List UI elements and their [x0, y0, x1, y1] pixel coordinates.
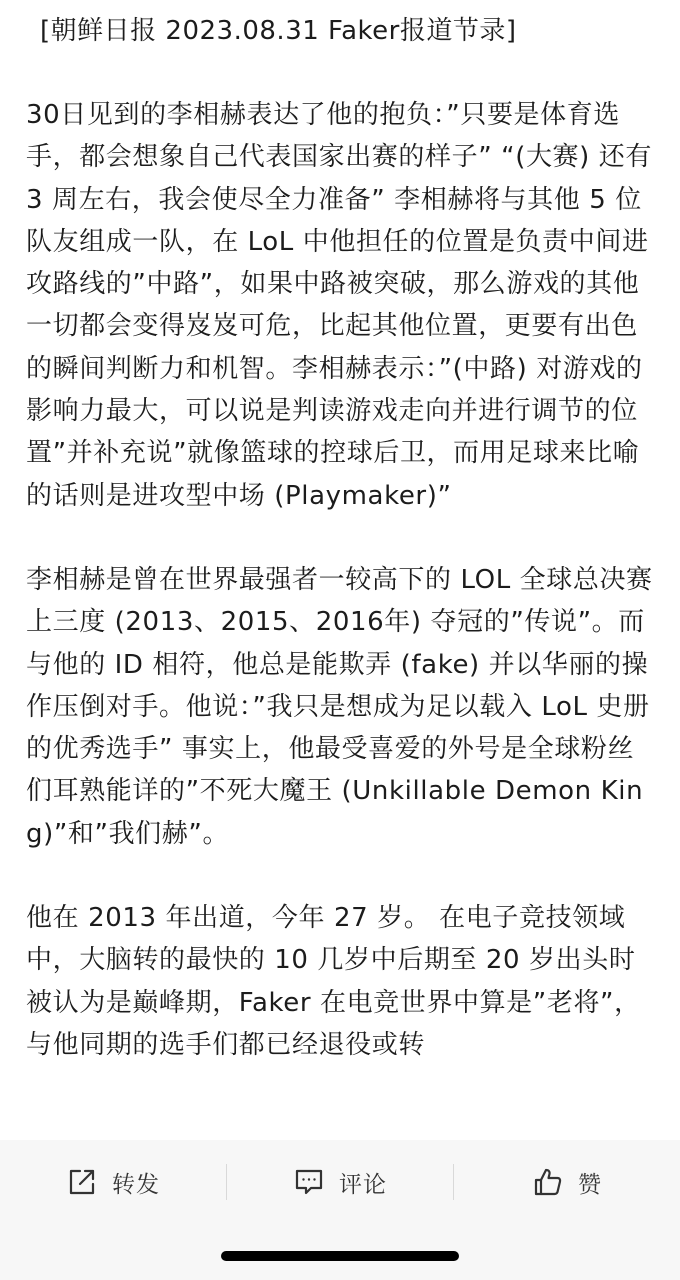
comment-icon [293, 1166, 325, 1198]
action-row [0, 1160, 680, 1204]
repost-label: 转发 [112, 1171, 160, 1198]
bottom-action-bar [0, 1140, 680, 1280]
comment-label: 评论 [339, 1171, 387, 1198]
article-paragraph-1: 30日见到的李相赫表达了他的抱负：”只要是体育选手，都会想象自己代表国家出赛的样子” “(大赛) 还有 3 周左右，我会使尽全力准备” 李相赫将与其他 5 位队友组成一队，在 LoL 中他担任的位置是负责中间进攻路线的”中路”，如果中路被突破，那么游戏的其他一切都会变得岌岌可危，比起其他位置，更要有出色的瞬间判断力和机智。李相赫表示：”(中路) 对游戏的影响力最大，可以说是判读游戏走向并进行调节的位置”并补充说”就像篮球的控球后卫，而用足球来比喻的话则是进攻型中场 (Playmaker)” [26, 100, 652, 511]
repost-button[interactable] [0, 1160, 226, 1204]
like-label: 赞 [578, 1171, 602, 1198]
article-header: [朝鲜日报 2023.08.31 Faker报道节录] [40, 16, 517, 46]
article-paragraph-2: 李相赫是曾在世界最强者一较高下的 LOL 全球总决赛上三度 (2013、2015、2016年) 夺冠的”传说”。而与他的 ID 相符，他总是能欺弄 (fake) 并以华丽的操作压倒对手。他说：”我只是想成为足以载入 LoL 史册的优秀选手” 事实上，他最受喜爱的外号是全球粉丝们耳熟能详的”不死大魔王 (Unkillable Demon King)”和”我们赫”。 [26, 564, 653, 849]
home-indicator[interactable] [221, 1251, 459, 1261]
comment-button[interactable] [227, 1160, 453, 1204]
share-icon [66, 1166, 98, 1198]
like-button[interactable] [454, 1160, 680, 1204]
article-paragraph-3: 他在 2013 年出道，今年 27 岁。 在电子竞技领域中，大脑转的最快的 10 几岁中后期至 20 岁出头时被认为是巅峰期，Faker 在电竞世界中算是”老将”，与他同期的选手们都已经退役或转 [26, 903, 641, 1060]
thumbs-up-icon [532, 1166, 564, 1198]
